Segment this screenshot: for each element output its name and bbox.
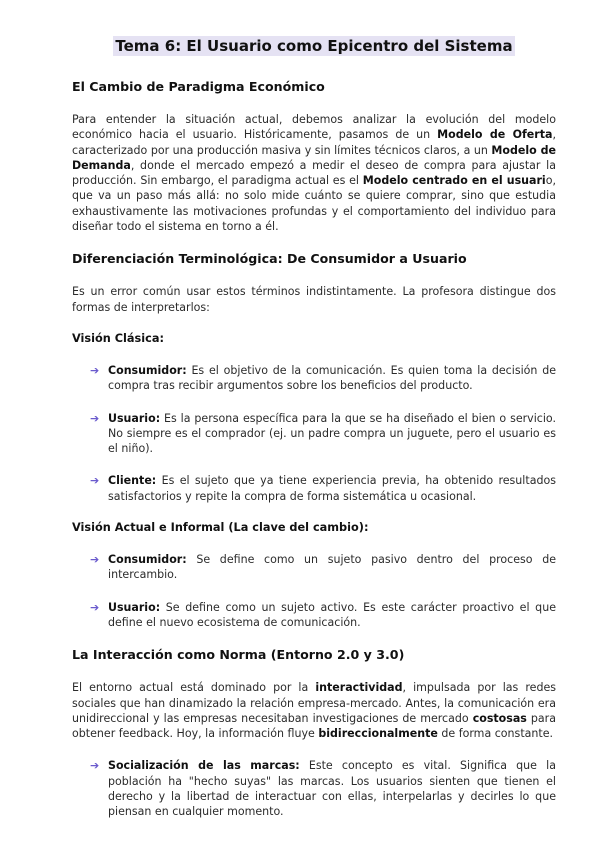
interaction-list	[72, 758, 556, 819]
page-title: Tema 6: El Usuario como Epicentro del Sistema	[115, 37, 513, 55]
bold-term: Modelo de Oferta	[437, 128, 553, 142]
list-item	[90, 411, 556, 457]
list-item-text: Es el sujeto que ya tiene experiencia previa, ha obtenido resultados satisfactorios y repite la compra de forma sistemática u ocasional.	[108, 474, 556, 503]
text-run: o, que va un paso más allá: no solo mide cuánto se quiere comprar, sino que estudia exhaustivamente las motivaciones profundas y el comportamiento del individuo para diseñar todo el sistema en torno a él.	[72, 174, 556, 234]
list-item-text: Se define como un sujeto activo. Es este carácter proactivo el que define el nuevo ecosistema de comunicación.	[108, 600, 556, 629]
list-item-text: Es la persona específica para la que se ha diseñado el bien o servicio. No siempre es el comprador (ej. un padre compra un juguete, pero el usuario es el niño).	[108, 411, 556, 456]
list-item-label: Cliente:	[108, 474, 157, 488]
paragraph-interaction	[72, 680, 556, 741]
text-run: , caracterizado por una producción masiva y sin límites técnicos claros, a un	[72, 128, 556, 157]
paragraph-paradigm	[72, 112, 556, 234]
text-run: de forma constante.	[437, 727, 554, 741]
list-item	[90, 758, 556, 819]
list-item-text: Se define como un sujeto pasivo dentro del proceso de intercambio.	[108, 553, 556, 582]
arrow-right-icon: ➔	[90, 411, 100, 425]
bold-term: costosas	[472, 711, 527, 725]
text-run: El entorno actual está dominado por la	[72, 681, 316, 695]
list-item-text: Es el objetivo de la comunicación. Es quien toma la decisión de compra tras recibir argumentos sobre los beneficios del producto.	[108, 363, 556, 393]
page-title-wrap	[72, 36, 556, 55]
text-run: , donde el mercado empezó a medir el deseo de compra para ajustar la producción. Sin embargo, el paradigma actual es el	[72, 158, 556, 188]
bold-term: Modelo centrado en el usuari	[362, 174, 546, 188]
subheading-classic-view: Visión Clásica:	[72, 331, 164, 345]
current-view-list	[72, 552, 556, 630]
bold-term: bidireccionalmente	[318, 727, 438, 741]
list-item	[90, 552, 556, 583]
list-item-label: Consumidor:	[108, 363, 187, 377]
section-heading-terminology: Diferenciación Terminológica: De Consumidor a Usuario	[72, 251, 467, 267]
arrow-right-icon: ➔	[90, 759, 100, 773]
list-item-label: Socialización de las marcas:	[108, 759, 300, 773]
classic-view-list	[72, 363, 556, 504]
list-item-label: Usuario:	[108, 411, 161, 425]
list-item-label: Consumidor:	[108, 553, 187, 567]
subheading-current-view: Visión Actual e Informal (La clave del cambio):	[72, 521, 369, 535]
section-heading-interaction: La Interacción como Norma (Entorno 2.0 y 3.0)	[72, 647, 405, 663]
arrow-right-icon: ➔	[90, 363, 100, 377]
text-run: para obtener feedback. Hoy, la información fluye	[72, 711, 556, 741]
paragraph-terminology-intro: Es un error común usar estos términos indistintamente. La profesora distingue dos formas de interpretarlos:	[72, 285, 556, 314]
arrow-right-icon: ➔	[90, 474, 100, 488]
list-item	[90, 473, 556, 504]
list-item-label: Usuario:	[108, 600, 161, 614]
list-item-text: Este concepto es vital. Significa que la población ha "hecho suyas" las marcas. Los usuarios sienten que tienen el derecho y la libertad de interactuar con ellas, interpelarlas y decirles lo que piensan en cualquier momento.	[108, 759, 556, 819]
bold-term: interactividad	[315, 681, 403, 695]
list-item	[90, 600, 556, 631]
list-item	[90, 363, 556, 394]
section-heading-paradigm: El Cambio de Paradigma Económico	[72, 79, 325, 94]
bold-term: Modelo de Demanda	[72, 143, 556, 172]
arrow-right-icon: ➔	[90, 600, 100, 614]
arrow-right-icon: ➔	[90, 553, 100, 567]
text-run: Para entender la situación actual, debemos analizar la evolución del modelo económico hacia el usuario. Históricamente, pasamos de un	[72, 113, 556, 142]
text-run: , impulsada por las redes sociales que han dinamizado la relación empresa-mercado. Antes, la comunicación era unidireccional y las empresas necesitaban investigaciones de mercado	[72, 681, 557, 725]
